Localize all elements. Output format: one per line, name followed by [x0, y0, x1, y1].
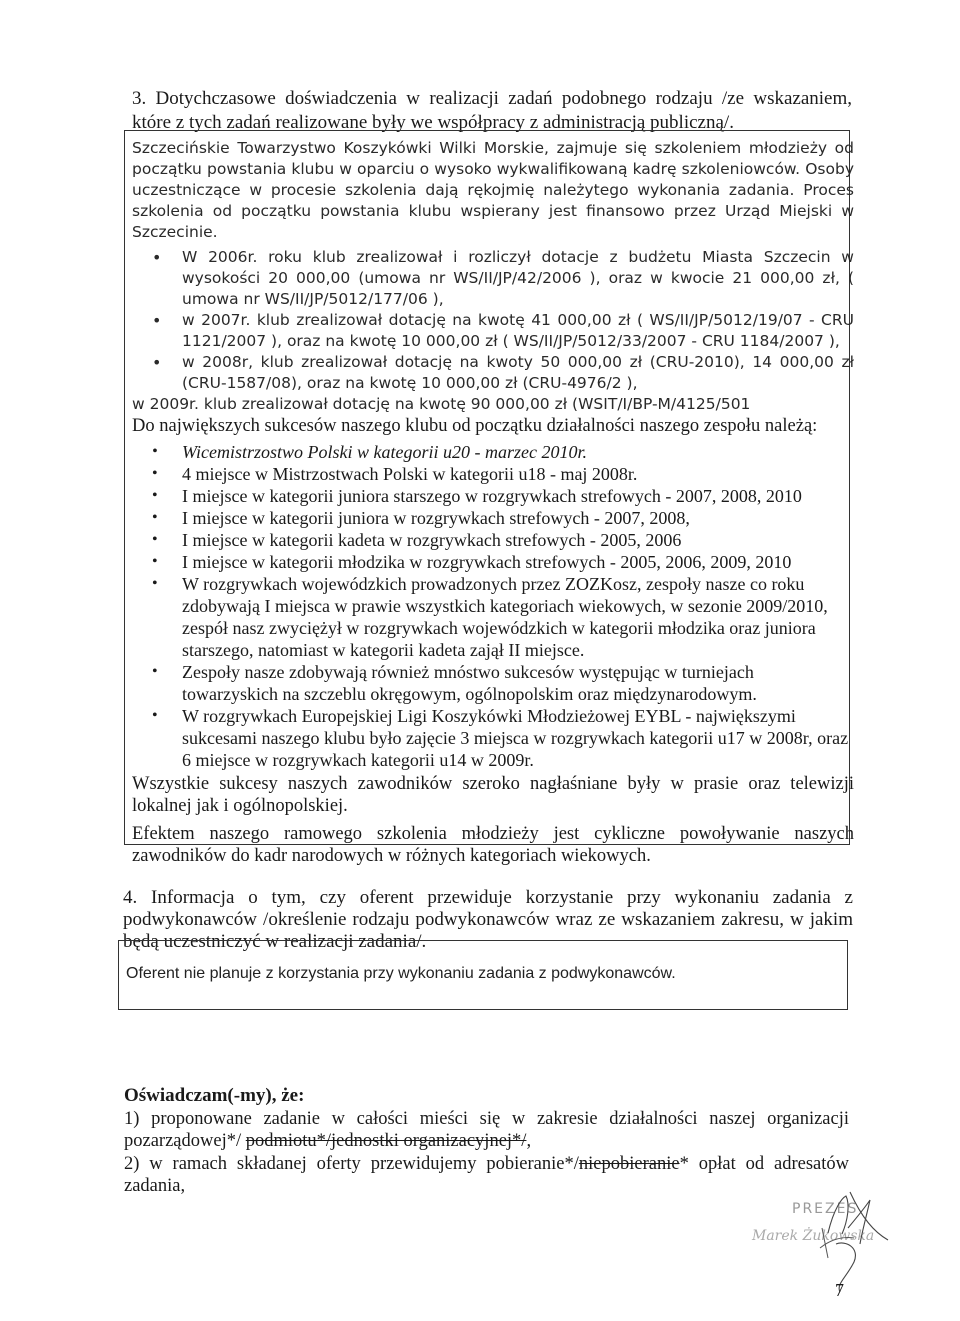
intro-paragraph: Szczecińskie Towarzystwo Koszykówki Wilki Morskie, zajmuje się szkoleniem młodzieży od początku powstania klubu w oparciu o wysoko wykwalifikowaną kadrę szkoleniowców. Osoby uczestniczące w procesie szkolenia dają rękojmię należytego wykonania zadania. Proces szkolenia od początku powstania klubu wspierany jest finansowo przez Urząd Miejski w Szczecinie. — [132, 139, 854, 241]
funding-item-2007: • w 2007r. klub zrealizował dotację na kwotę 41 000,00 zł ( WS/II/JP/5012/19/07 - CRU 1121/2007 ), oraz na kwotę 10 000,00 zł ( WS/II/JP/5012/33/2007 - CRU 1184/2007 ), — [132, 310, 854, 352]
success-item: • W rozgrywkach Europejskiej Ligi Koszykówki Młodzieżowej EYBL - największymi sukcesami naszego klubu było zajęcie 3 miejsca w rozgrywkach kategorii u17 w 2008r, oraz 6 miejsce w rozgrywkach kategorii u14 w 2009r. — [132, 705, 854, 771]
success-item: • I miejsce w kategorii młodzika w rozgrywkach strefowych - 2005, 2006, 2009, 2010 — [132, 551, 854, 573]
declaration-point-1 — [124, 1108, 849, 1152]
funding-list — [132, 247, 854, 394]
declaration-point-2 — [124, 1153, 849, 1197]
successes-closing-media: Wszystkie sukcesy naszych zawodników szeroko nagłaśniane były w prasie oraz telewizji lokalnej jak i ogólnopolskiej. — [132, 774, 854, 816]
successes-closing-national: Efektem naszego ramowego szkolenia młodzieży jest cykliczne powoływanie naszych zawodników do kadr narodowych w różnych kategoriach wiekowych. — [132, 824, 854, 866]
section-4-title: 4. Informacja o tym, czy oferent przewiduje korzystanie przy wykonaniu zadania z podwykonawców /określenie rodzaju podwykonawców wraz ze wskazaniem zakresu, w jakim będą uczestniczyć w realizacji zadania/. — [123, 887, 853, 952]
declaration-point-1-struck: podmiotu*/jednostki organizacyjnej*/ — [245, 1131, 527, 1151]
stamp-name: Marek Żukowska — [752, 1228, 875, 1244]
funding-item-2006: • W 2006r. roku klub zrealizował i rozliczył dotacje z budżetu Miasta Szczecin w wysokości 20 000,00 (umowa nr WS/II/JP/42/2006 ), oraz w kwocie 21 000,00 zł, ( umowa nr WS/II/JP/5012/177/06 ), — [132, 247, 854, 310]
declaration-title: Oświadczam(-my), że: — [124, 1085, 305, 1106]
success-item: • I miejsce w kategorii juniora starszego w rozgrywkach strefowych - 2007, 2008, 2010 — [132, 485, 854, 507]
funding-item-2008: • w 2008r, klub zrealizował dotację na kwoty 50 000,00 zł (CRU-2010), 14 000,00 zł (CRU-1587/08), oraz na kwotę 10 000,00 zł (CRU-4976/2 ), — [132, 352, 854, 394]
section-3-content — [132, 138, 854, 867]
success-item: • I miejsce w kategorii juniora w rozgrywkach strefowych - 2007, 2008, — [132, 507, 854, 529]
section-3-title: 3. Dotychczasowe doświadczenia w realizacji zadań podobnego rodzaju /ze wskazaniem, które z tych zadań realizowane były we współpracy z administracją publiczną/. — [132, 88, 852, 133]
success-item: • I miejsce w kategorii kadeta w rozgrywkach strefowych - 2005, 2006 — [132, 529, 854, 551]
declaration-point-2-end: * opłat od adresatów zadania, — [124, 1154, 849, 1196]
stamp-title: PREZES — [792, 1201, 859, 1217]
success-item: • Zespoły nasze zdobywają również mnóstwo sukcesów występując w turniejach towarzyskich na szczeblu okręgowym, ogólnopolskim oraz międzynarodowym. — [132, 661, 854, 705]
page-number: 7 — [835, 1280, 844, 1300]
success-item: • W rozgrywkach wojewódzkich prowadzonych przez ZOZKosz, zespoły nasze co roku zdobywają I miejsca w prawie wszystkich kategoriach wiekowych, w sezonie 2009/2010, zespół nasz zwyciężył w rozgrywkach wojewódzkich w kategorii młodzika oraz juniora starszego, natomiast w kategorii kadeta zajął II miejsce. — [132, 573, 854, 661]
success-item: • 4 miejsce w Mistrzostwach Polski w kategorii u18 - maj 2008r. — [132, 463, 854, 485]
declaration-point-1-end: , — [526, 1131, 532, 1151]
funding-2009: w 2009r. klub zrealizował dotację na kwotę 90 000,00 zł (WSIT/I/BP-M/4125/501 — [132, 395, 751, 413]
declaration-point-2-struck: niepobieranie — [578, 1154, 680, 1174]
section-4-answer: Oferent nie planuje z korzystania przy wykonaniu zadania z podwykonawców. — [126, 965, 676, 982]
successes-list — [132, 441, 854, 771]
signature-stamp — [750, 1188, 900, 1298]
successes-heading: Do największych sukcesów naszego klubu od początku działalności naszego zespołu należą: — [132, 416, 818, 436]
declaration-point-1-text: 1) proponowane zadanie w całości mieści się w zakresie działalności naszej organizacji pozarządowej*/ — [124, 1109, 849, 1151]
success-item: • Wicemistrzostwo Polski w kategorii u20 - marzec 2010r. — [132, 441, 854, 463]
declaration-point-2-text: 2) w ramach składanej oferty przewidujemy pobieranie*/ — [124, 1154, 579, 1174]
